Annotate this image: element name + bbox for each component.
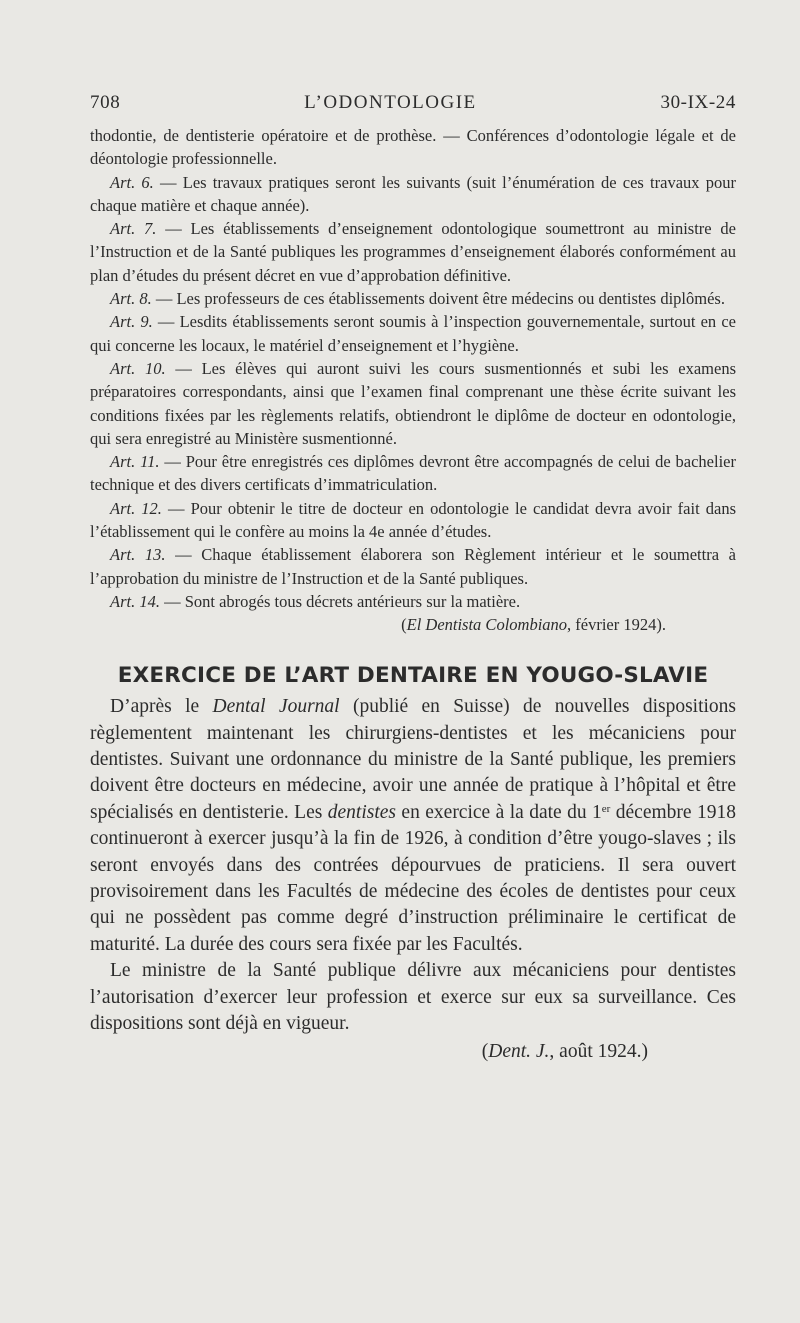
article-text: — Lesdits établissements seront soumis à l’inspection gouvernementale, surtout en ce qui concerne les locaux, le matériel d’enseignement et l’hygiène.: [90, 312, 736, 355]
article-number: Art. 14.: [110, 591, 160, 611]
page-number: 708: [90, 92, 121, 113]
journal-title: L’ODONTOLOGIE: [304, 92, 477, 113]
article-number: Art. 12.: [110, 498, 162, 518]
article-14: [90, 590, 736, 613]
running-header: [90, 92, 736, 114]
article-text: — Les élèves qui auront suivi les cours susmentionnés et subi les examens préparatoires correspondants, ainsi que l’examen final comprenant une thèse écrite suivant les conditions fixées par les règlements relatifs, obtiendront le diplôme de docteur en odontologie, qui sera enregistré au Ministère susmentionné.: [90, 358, 736, 448]
article-6: [90, 171, 736, 218]
article-13: [90, 543, 736, 590]
article-9: [90, 310, 736, 357]
article-text: — Pour être enregistrés ces diplômes devront être accompagnés de celui de bachelier technique et des divers certificats d’immatriculation.: [90, 452, 736, 495]
article-11: [90, 450, 736, 497]
text-run: (publié en Suisse) de nouvelles dispositions règlementent maintenant les chirurgiens-dentistes et les mécaniciens pour dentistes. Suivant une ordonnance du ministre de la Santé publique, les premiers doivent être docteurs en médecine, avoir une année de pratique à l’hôpital et être spécialisés en dentisterie. Les: [90, 696, 737, 823]
section-heading: EXERCICE DE L’ART DENTAIRE EN YOUGO-SLAVIE: [117, 663, 709, 689]
article-text: — Les professeurs de ces établissements doivent être médecins ou dentistes diplômés.: [151, 289, 725, 309]
source-title: El Dentista Colombiano: [406, 615, 568, 635]
source-paren: (: [481, 1040, 489, 1062]
text-run: D’après le: [110, 696, 213, 718]
article-text: — Les établissements d’enseignement odontologique soumettront au ministre de l’Instruction et de la Santé publiques les programmes d’enseignement élaborés conformément au plan d’études du présent décret en vue d’approbation définitive.: [90, 219, 736, 285]
article-number: Art. 9.: [110, 312, 153, 332]
section-paragraph-2: Le ministre de la Santé publique délivre aux mécaniciens pour dentistes l’autorisation d’exercer leur profession et exerce sur eux sa surveillance. Ces dispositions sont déjà en vigueur.: [90, 960, 736, 1035]
article-number: Art. 10.: [110, 358, 166, 378]
journal-name: Dental Journal: [212, 696, 340, 718]
document-page: [90, 92, 736, 1066]
article-10: [90, 357, 736, 450]
emphasis-dentistes: dentistes: [327, 801, 396, 823]
source-title: Dent. J.: [488, 1040, 550, 1062]
article-text: — Pour obtenir le titre de docteur en odontologie le candidat devra avoir fait dans l’établissement qui le confère au moins la 4e année d’études.: [90, 498, 736, 542]
decree-text: [90, 124, 736, 637]
article-number: Art. 8.: [110, 289, 152, 309]
article-text: — Chaque établissement élaborera son Règlement intérieur et le soumettra à l’approbation du ministre de l’Instruction et de la Santé publiques.: [90, 545, 736, 588]
decree-opening: thodontie, de dentisterie opératoire et de prothèse. — Conférences d’odontologie légale et de déontologie professionnelle.: [90, 126, 736, 169]
article-number: Art. 11.: [110, 452, 160, 472]
article-8: [90, 287, 736, 310]
article-number: Art. 13.: [110, 545, 166, 565]
section-body: [90, 694, 736, 1065]
article-12: [90, 497, 736, 544]
decree-source: [90, 613, 666, 637]
text-run: en exercice à la date du 1: [396, 801, 602, 823]
superscript: er: [601, 802, 611, 815]
source-paren: (: [401, 615, 407, 635]
source-date: , août 1924.): [549, 1040, 648, 1062]
text-run: décembre 1918 continueront à exercer jusqu’à la fin de 1926, à condition d’être yougo-slaves ; ils seront envoyés dans des contrées dépourvues de praticiens. Il sera ouvert provisoirement dans les Facultés de médecine des écoles de dentistes pour ceux qui ne possèdent pas comme degré d’instruction préliminaire le certificat de maturité. La durée des cours sera fixée par les Facultés.: [90, 801, 736, 955]
source-date: , février 1924).: [567, 615, 666, 635]
article-7: [90, 217, 736, 287]
article-number: Art. 7.: [110, 219, 157, 239]
article-number: Art. 6.: [110, 172, 154, 192]
article-text: — Les travaux pratiques seront les suivants (suit l’énumération de ces travaux pour chaque matière et chaque année).: [90, 172, 736, 215]
issue-date: 30-IX-24: [660, 92, 736, 113]
article-text: — Sont abrogés tous décrets antérieurs sur la matière.: [159, 591, 521, 611]
section-paragraph-1: [90, 694, 736, 958]
section-source: [90, 1038, 648, 1066]
